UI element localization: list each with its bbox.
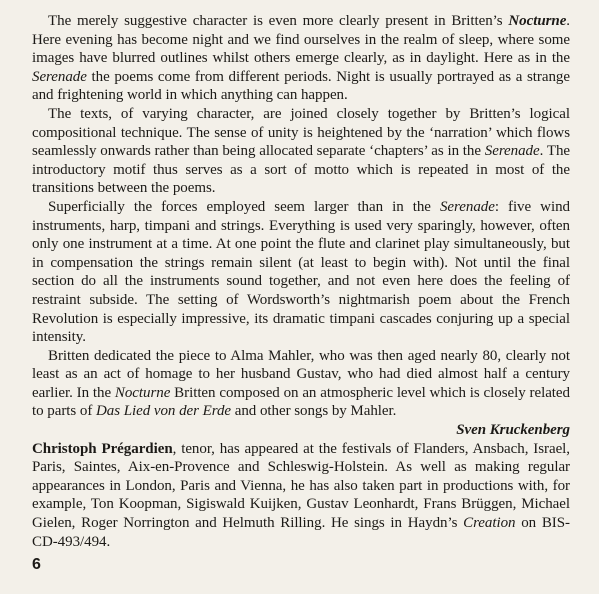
text-run: . Here evening has become night and we find ourselves in the realm of sleep, where some images have blurred outlines whilst others emerge clearly, as in daylight. Here as in the (32, 13, 570, 67)
text-run: Superficially the forces employed seem larger than in the (48, 198, 440, 215)
work-title: Nocturne (114, 384, 171, 401)
text-run: and other songs by Mahler. (231, 403, 397, 420)
text-run: the poems come from different periods. Night is usually portrayed as a strange and frightening world in which anything can happen. (32, 68, 570, 104)
work-title: Nocturne (508, 13, 567, 29)
performer-name: Christoph Prégardien (32, 440, 173, 457)
text-run: The texts, of varying character, are joined closely together by Britten’s logical compositional technique. The sense of unity is heightened by the ‘narration’ which flows seamlessly onwards rather than being allocated separate ‘chapters’ as in the (32, 105, 570, 160)
paragraph-nocturne-intro (32, 12, 570, 105)
text-run: Britten dedicated the piece to Alma Mahler, who was then aged nearly 80, clearly not least as an act of homage to her husband Gustav, who had died almost half a century earlier. In the (32, 347, 570, 401)
work-title: Das Lied von der Erde (95, 403, 232, 420)
paragraph-dedication (32, 347, 570, 421)
text-run: The merely suggestive character is even more clearly present in Britten’s (48, 13, 509, 29)
work-title: Serenade (484, 143, 540, 160)
work-title: Serenade (32, 68, 87, 85)
booklet-page-text (32, 12, 570, 551)
page-number: 6 (32, 556, 41, 573)
author-signature: Sven Kruckenberg (456, 422, 570, 439)
work-title: Creation (463, 515, 516, 532)
work-title: Serenade (439, 198, 495, 215)
paragraph-texts (32, 105, 570, 198)
paragraph-performer-bio (32, 440, 570, 552)
paragraph-forces (32, 198, 570, 347)
text-run: : five wind instruments, harp, timpani and strings. Everything is used very sparingly, however, often only one instrument at a time. At one point the flute and clarinet play simultaneously, but in compensation the strings remain silent (at least to begin with). Not until the final section do all the instruments sound together, and not even here does the feeling of restraint subside. The setting of Wordsworth’s nightmarish poem about the French Revolution is especially impressive, its dramatic timpani cascades conjuring up a special intensity. (32, 198, 570, 346)
text-run: . The introductory motif thus serves as a sort of motto which is repeated in most of the transitions between the poems. (32, 143, 570, 197)
text-run: , tenor, has appeared at the festivals of Flanders, Ansbach, Israel, Paris, Saintes, Aix-en-Provence and Schleswig-Holstein. As well as making regular appearances in London, Paris and Vienna, he has also taken part in productions with, for example, Ton Koopman, Sigiswald Kuijken, Gustav Leonhardt, Frans Brüggen, Michael Gielen, Roger Norrington and Helmuth Rilling. He sings in Haydn’s (32, 440, 570, 532)
text-run: on BIS-CD-493/494. (32, 515, 570, 550)
text-run: Britten composed on an atmospheric level which is closely related to parts of (32, 384, 570, 420)
